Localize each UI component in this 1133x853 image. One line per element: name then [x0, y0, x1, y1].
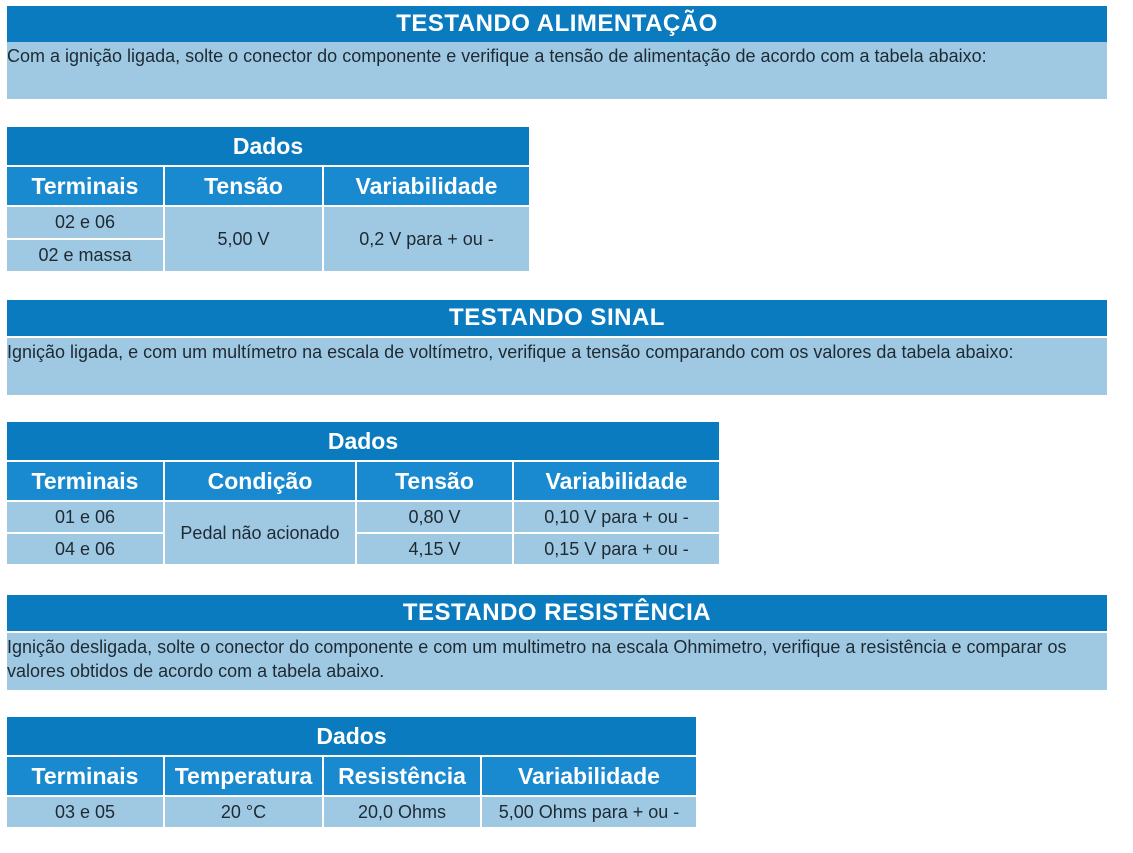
cell-resistencia: 20,0 Ohms	[324, 797, 480, 827]
header-condicao: Condição	[165, 462, 355, 500]
header-resistencia: Resistência	[324, 757, 480, 795]
header-terminais: Terminais	[7, 462, 163, 500]
cell-terminal: 02 e massa	[7, 240, 163, 271]
cell-tensao: 4,15 V	[357, 534, 512, 564]
header-tensao: Tensão	[357, 462, 512, 500]
section-description-alimentacao: Com a ignição ligada, solte o conector do componente e verifique a tensão de alimentação de acordo com a tabela abaixo:	[7, 42, 1107, 99]
section-description-sinal: Ignição ligada, e com um multímetro na escala de voltímetro, verifique a tensão comparando com os valores da tabela abaixo:	[7, 338, 1107, 395]
header-variabilidade: Variabilidade	[324, 167, 529, 205]
cell-terminal: 02 e 06	[7, 207, 163, 238]
table-sinal	[5, 420, 721, 566]
cell-condicao: Pedal não acionado	[165, 502, 355, 564]
cell-variabilidade: 0,15 V para + ou -	[514, 534, 719, 564]
header-terminais: Terminais	[7, 757, 163, 795]
cell-terminal: 01 e 06	[7, 502, 163, 532]
header-temperatura: Temperatura	[165, 757, 322, 795]
section-title-alimentacao: TESTANDO ALIMENTAÇÃO	[7, 6, 1107, 42]
cell-variabilidade: 0,2 V para + ou -	[324, 207, 529, 271]
table-caption: Dados	[7, 127, 529, 165]
section-title-resistencia: TESTANDO RESISTÊNCIA	[7, 595, 1107, 631]
section-title-sinal: TESTANDO SINAL	[7, 300, 1107, 336]
header-tensao: Tensão	[165, 167, 322, 205]
table-caption: Dados	[7, 422, 719, 460]
cell-temperatura: 20 °C	[165, 797, 322, 827]
cell-tensao: 0,80 V	[357, 502, 512, 532]
cell-variabilidade: 0,10 V para + ou -	[514, 502, 719, 532]
header-terminais: Terminais	[7, 167, 163, 205]
section-description-resistencia: Ignição desligada, solte o conector do componente e com um multimetro na escala Ohmimetro, verifique a resistência e comparar os valores obtidos de acordo com a tabela abaixo.	[7, 633, 1107, 690]
header-variabilidade: Variabilidade	[514, 462, 719, 500]
table-resistencia	[5, 715, 698, 829]
cell-tensao: 5,00 V	[165, 207, 322, 271]
table-alimentacao	[5, 125, 531, 273]
cell-variabilidade: 5,00 Ohms para + ou -	[482, 797, 696, 827]
table-caption: Dados	[7, 717, 696, 755]
header-variabilidade: Variabilidade	[482, 757, 696, 795]
cell-terminal: 03 e 05	[7, 797, 163, 827]
cell-terminal: 04 e 06	[7, 534, 163, 564]
